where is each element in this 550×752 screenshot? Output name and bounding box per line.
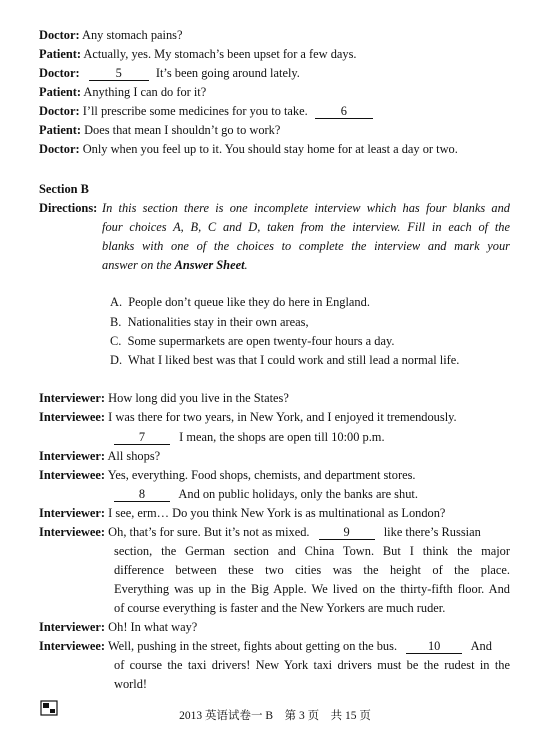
- interview-line: [114, 429, 510, 445]
- speaker-label: Patient:: [39, 85, 81, 99]
- dialogue-line: [39, 84, 510, 100]
- directions-text-last: [102, 257, 510, 273]
- directions-label: Directions:: [39, 201, 98, 215]
- speaker-label: Doctor:: [39, 142, 80, 156]
- speaker-label: Interviewer:: [39, 620, 106, 634]
- directions-text: In this section there is one incomplete interview which has four blanks and: [102, 201, 510, 215]
- option-text: Nationalities stay in their own areas,: [127, 315, 309, 329]
- dialogue-line: [39, 65, 510, 81]
- option-text: What I liked best was that I could work and still lead a normal life.: [128, 353, 460, 367]
- option-letter: D.: [110, 353, 123, 367]
- interview-text: like there’s Russian: [383, 525, 481, 539]
- answer-blank-6[interactable]: 6: [315, 104, 373, 119]
- interview-text: I mean, the shops are open till 10:00 p.m.: [179, 430, 385, 444]
- dialogue-text: Does that mean I shouldn’t go to work?: [84, 123, 281, 137]
- interview-text: All shops?: [107, 449, 161, 463]
- dialogue-line: [39, 27, 510, 43]
- option-letter: B.: [110, 315, 122, 329]
- directions-text: four choices A, B, C and D, taken from the interview. Fill in each of the: [102, 220, 510, 234]
- speaker-label: Interviewee:: [39, 468, 106, 482]
- interview-line: [39, 619, 510, 635]
- speaker-label: Doctor:: [39, 104, 80, 118]
- option-text: People don’t queue like they do here in England.: [128, 295, 370, 309]
- dialogue-text: Anything I can do for it?: [83, 85, 207, 99]
- interview-text: Oh! In what way?: [108, 620, 198, 634]
- dialogue-text: Any stomach pains?: [82, 28, 183, 42]
- interview-line: [39, 638, 510, 654]
- page-footer: 2013 英语试卷一 B 第 3 页 共 15 页: [179, 710, 371, 722]
- dialogue-line: [39, 141, 510, 157]
- option-c: [110, 333, 394, 349]
- interview-text: Yes, everything. Food shops, chemists, and department stores.: [107, 468, 416, 482]
- interview-text: Oh, that’s for sure. But it’s not as mixed.: [108, 525, 310, 539]
- directions-text: blanks with one of the choices to complete the interview and mark your: [102, 239, 510, 253]
- answer-sheet-emphasis: Answer Sheet: [174, 258, 245, 272]
- speaker-label: Doctor:: [39, 66, 80, 80]
- dialogue-line: [39, 103, 510, 119]
- interview-text: world!: [114, 677, 148, 691]
- interview-text: I was there for two years, in New York, and I enjoyed it tremendously.: [108, 410, 457, 424]
- dialogue-text: It’s been going around lately.: [155, 66, 300, 80]
- interview-line: [39, 390, 510, 406]
- speaker-label: Interviewer:: [39, 506, 106, 520]
- option-d: [110, 352, 459, 368]
- dialogue-line: [39, 46, 510, 62]
- interview-line: [114, 486, 510, 502]
- speaker-label: Interviewee:: [39, 410, 106, 424]
- directions-text: answer on the: [102, 258, 175, 272]
- speaker-label: Patient:: [39, 123, 81, 137]
- speaker-label: Doctor:: [39, 28, 80, 42]
- interview-text: difference between these two cities was the height of the place.: [114, 563, 510, 577]
- section-title: Section B: [39, 182, 89, 196]
- interview-text: And on public holidays, only the banks are shut.: [178, 487, 418, 501]
- interview-line: [39, 524, 510, 540]
- interview-text: section, the German section and China Town. But I think the major: [114, 544, 510, 558]
- interview-text: And: [470, 639, 492, 653]
- speaker-label: Interviewee:: [39, 639, 106, 653]
- dialogue-text: Actually, yes. My stomach’s been upset for a few days.: [83, 47, 357, 61]
- speaker-label: Patient:: [39, 47, 81, 61]
- directions-period: .: [244, 258, 248, 272]
- answer-blank-5[interactable]: 5: [89, 66, 149, 81]
- interview-text: of course the taxi drivers! New York taxi drivers must be the rudest in the: [114, 658, 510, 672]
- option-letter: C.: [110, 334, 122, 348]
- interview-line: [39, 505, 510, 521]
- answer-blank-8[interactable]: 8: [114, 487, 170, 502]
- dialogue-text: I’ll prescribe some medicines for you to take.: [82, 104, 308, 118]
- option-a: [110, 294, 370, 310]
- answer-blank-9[interactable]: 9: [319, 525, 375, 540]
- dialogue-text: Only when you feel up to it. You should stay home for at least a day or two.: [82, 142, 458, 156]
- answer-blank-7[interactable]: 7: [114, 430, 170, 445]
- option-b: [110, 314, 309, 330]
- speaker-label: Interviewer:: [39, 449, 106, 463]
- interview-line: [39, 409, 510, 425]
- interview-text: I see, erm… Do you think New York is as multinational as London?: [108, 506, 446, 520]
- interview-line: [39, 467, 510, 483]
- speaker-label: Interviewee:: [39, 525, 106, 539]
- option-letter: A.: [110, 295, 123, 309]
- speaker-label: Interviewer:: [39, 391, 106, 405]
- dialogue-line: [39, 122, 510, 138]
- interview-text: Well, pushing in the street, fights about getting on the bus.: [107, 639, 398, 653]
- interview-line: [39, 448, 510, 464]
- interview-text: How long did you live in the States?: [108, 391, 289, 405]
- interview-text: Everything was up in the Big Apple. We lived on the thirty-fifth floor. And: [114, 582, 510, 596]
- answer-blank-10[interactable]: 10: [406, 639, 462, 654]
- interview-text: of course everything is faster and the New Yorkers are much ruder.: [114, 601, 446, 615]
- option-text: Some supermarkets are open twenty-four hours a day.: [127, 334, 395, 348]
